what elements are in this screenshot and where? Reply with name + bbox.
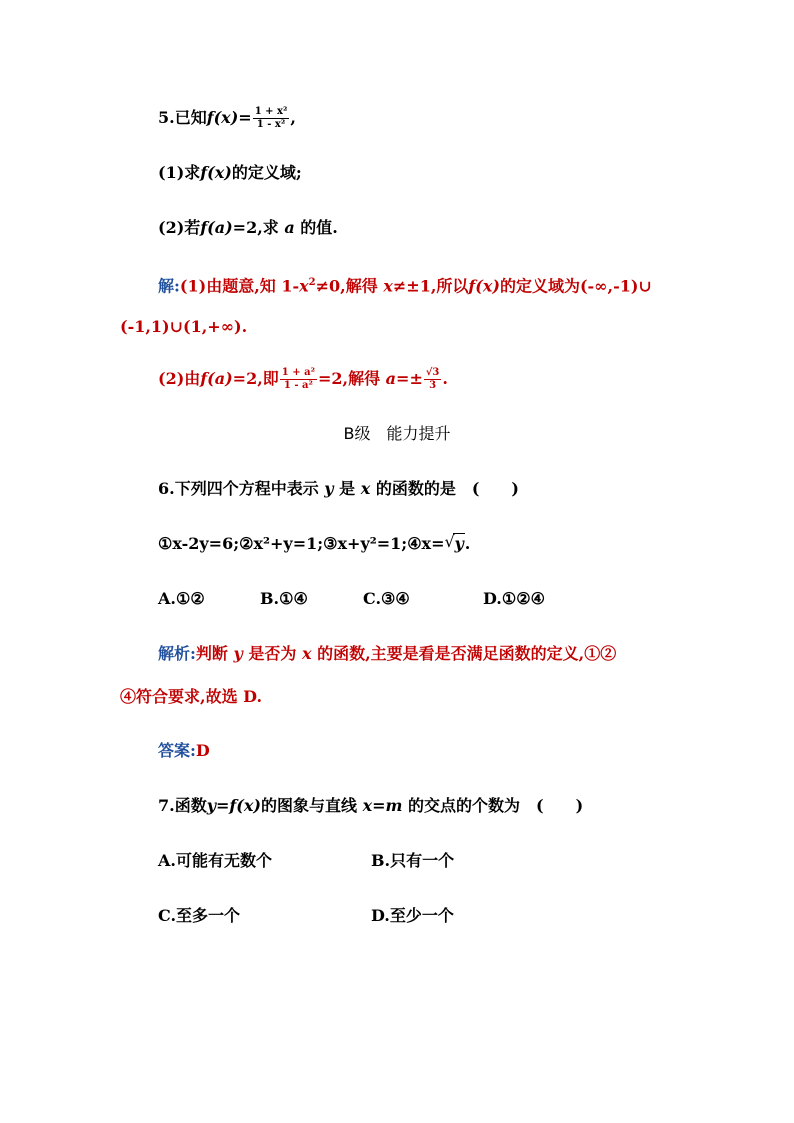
q6-sqrt [444,533,464,555]
sol5-line3-c: =2,解得 [317,369,386,388]
sol6-line1-b: 是否为 [242,644,302,663]
sol6-line2: ④符合要求,故选 D. [120,687,263,706]
sol5-line1-x2: x [299,276,309,296]
q5-part2-mid: =2,求 [232,218,285,237]
q5-stem-prefix: 5.已知 [158,108,207,127]
sol5-answer-denominator: 3 [429,380,437,391]
q6-options [158,588,638,610]
q6-stem-x: x [360,479,371,498]
q7-stem-fn: y=f(x) [206,796,261,815]
q5-stem-fx: f(x)= [206,108,252,127]
sol5-fraction-denominator: 1 - a² [283,380,313,391]
sol5-line3 [158,367,448,392]
sol6-line1-a: 判断 [195,644,234,663]
q5-stem-suffix: , [290,108,296,127]
sol5-line1-x: x [383,276,393,296]
sol5-answer-fraction [424,367,442,392]
sol5-line3-a: (2)由 [158,369,201,388]
q5-part2-rest: 的值. [294,218,338,237]
q7-option-d[interactable]: D.至少一个 [371,906,454,925]
q5-fraction-denominator: 1 - x² [256,119,286,130]
sol5-line3-b: =2,即 [232,369,279,388]
q6-equations-text: ①x-2y=6;②x²+y=1;③x+y²=1;④x= [158,534,445,553]
q7-stem-c: 的交点的个数为 ( ) [402,796,584,815]
sol5-line1-d: 的定义域为(-∞,-1)∪ [499,276,652,296]
q6-stem-c: 的函数的是 ( ) [370,479,519,498]
q5-part1 [158,162,302,184]
sol5-line1 [158,272,652,297]
q7-stem-b: 的图象与直线 [260,796,363,815]
sol5-line1-b: ≠0,解得 [315,276,384,296]
q5-part2-a: a [284,218,295,237]
sol5-answer-numerator: √3 [425,367,440,378]
radical-sign-icon: √ [444,532,455,551]
q6-stem-b: 是 [333,479,361,498]
q6-option-b[interactable]: B.①④ [260,589,308,608]
q7-option-b[interactable]: B.只有一个 [371,851,455,870]
q7-options-row2 [158,905,578,927]
q6-option-d[interactable]: D.①②④ [483,589,545,608]
q5-part2-fa: f(a) [200,218,233,237]
sol6-answer-label: 答案: [158,741,196,760]
q6-equations [158,533,470,555]
sol5-line1-a: (1)由题意,知 1- [179,276,300,296]
q7-option-a[interactable]: A.可能有无数个 [158,851,272,870]
sol5-line3-a-var: a [385,369,397,388]
q7-stem [158,795,583,817]
q6-stem [158,478,519,500]
sol6-line1-c: 的函数,主要是看是否满足函数的定义,①② [311,644,617,663]
sol6-label: 解析: [158,644,196,663]
sol5-line1-c: ≠±1,所以 [392,276,469,296]
section-title: B级 能力提升 [343,424,451,443]
sol6-line1-y: y [233,644,243,663]
q7-stem-a: 7.函数 [158,796,207,815]
sol5-fraction-numerator: 1 + a² [281,367,315,378]
sol5-line3-d: =± [396,369,423,388]
sol5-line1-fx: f(x) [468,276,500,296]
q6-option-c[interactable]: C.③④ [363,589,410,608]
q5-part1-fx: f(x) [200,163,232,182]
q6-option-a[interactable]: A.①② [158,589,205,608]
q6-stem-y: y [324,479,334,498]
q5-part2-label: (2)若 [158,218,201,237]
q5-stem [158,106,296,131]
q7-option-c[interactable]: C.至多一个 [158,906,241,925]
q6-stem-a: 6.下列四个方程中表示 [158,479,325,498]
q5-part2 [158,217,338,239]
sol5-label: 解: [158,276,180,296]
q7-stem-line: x=m [362,796,403,815]
sol5-line1-sup: 2 [308,277,316,288]
q5-part1-label: (1)求 [158,163,201,182]
sol6-line1-x: x [301,644,312,663]
q5-fraction-numerator: 1 + x² [254,106,288,117]
sol5-line2: (-1,1)∪(1,+∞). [120,317,248,336]
q6-equations-end: . [464,534,471,553]
q5-fraction [253,106,290,131]
q5-part1-text: 的定义域; [231,163,302,182]
sol6-line1 [158,643,616,665]
sol6-answer-value: D [195,741,210,760]
sol5-line3-fa: f(a) [200,369,233,388]
sol6-answer [158,740,210,762]
sol5-fraction [280,367,317,392]
sol5-line3-end: . [442,369,448,388]
q6-sqrt-radicand: y [454,534,464,553]
q7-options-row1 [158,850,578,872]
